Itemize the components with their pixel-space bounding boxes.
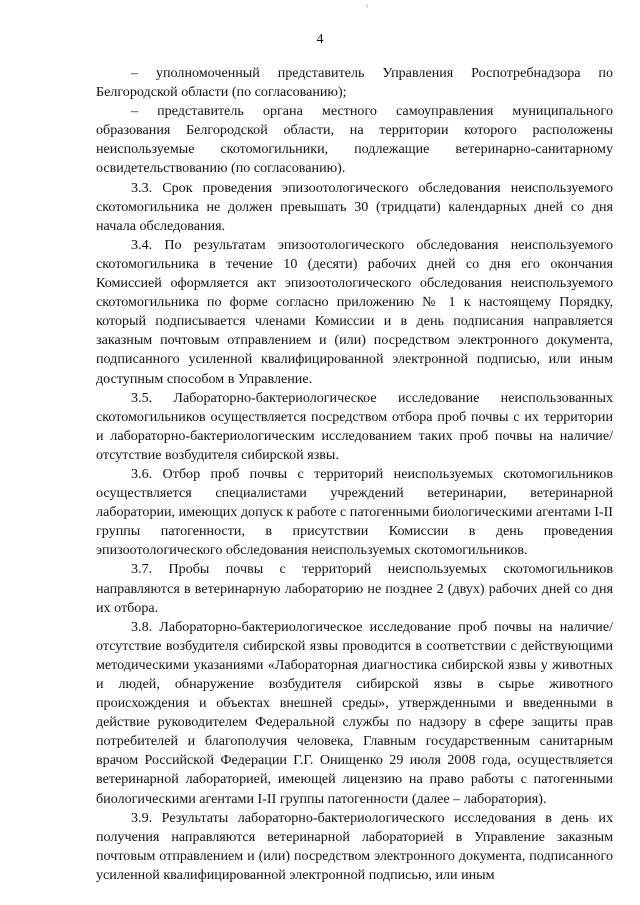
paragraph-3-8: 3.8. Лабораторно-бактериологическое исследование проб почвы на наличие/отсутствие возбудителя сибирской язвы проводится в соответствии с действующими методическими указаниями «Лабораторная диагностика сибирской язвы у животных и людей, обнаружение возбудителя сибирской язвы в сырье животного происхождения и объектах внешней среды», утвержденными и введенными в действие руководителем Федеральной службы по надзору в сфере защиты прав потребителей и благополучия человека, Главным государственным санитарным врачом Российской Федерации Г.Г. Онищенко 29 июля 2008 года, осуществляется ветеринарной лабораторией, имеющей лицензию на право работы с патогенными биологическими агентами I-II группы патогенности (далее – лаборатория). [96, 618, 613, 807]
paragraph-3-5: 3.5. Лабораторно-бактериологическое исследование неиспользованных скотомогильников осуществляется посредством отбора проб почвы с их территории и лабораторно-бактериологическим исследованием таких проб почвы на наличие/отсутствие возбудителя сибирской язвы. [96, 389, 613, 463]
paragraph-3-4: 3.4. По результатам эпизоотологического обследования неиспользуемого скотомогильника в течение 10 (десяти) рабочих дней со дня его окончания Комиссией оформляется акт эпизоотологического обследования неиспользуемого скотомогильника по форме согласно приложению № 1 к настоящему Порядку, который подписывается членами Комиссии и в день подписания направляется заказным почтовым отправлением и (или) посредством электронного документа, подписанного усиленной квалифицированной электронной подписью, или иным доступным способом в Управление. [96, 236, 613, 387]
paragraph-3-7: 3.7. Пробы почвы с территорий неиспользуемых скотомогильников направляются в ветеринарную лабораторию не позднее 2 (двух) рабочих дней со дня их отбора. [96, 561, 613, 616]
document-body [96, 64, 613, 885]
page-number: 4 [316, 32, 324, 47]
paragraph-3-3: 3.3. Срок проведения эпизоотологического обследования неиспользуемого скотомогильника не должен превышать 30 (тридцати) календарных дней со дня начала обследования. [96, 179, 613, 234]
paragraph-3-9: 3.9. Результаты лабораторно-бактериологического исследования в день их получения направляются ветеринарной лабораторией в Управление заказным почтовым отправлением и (или) посредством электронного документа, подписанного усиленной квалифицированной электронной подписью, или иным [96, 809, 613, 883]
paragraph-3-6: 3.6. Отбор проб почвы с территорий неиспользуемых скотомогильников осуществляется специалистами учреждений ветеринарии, ветеринарной лаборатории, имеющих допуск к работе с патогенными биологическими агентами I-II группы патогенности, в присутствии Комиссии в день проведения эпизоотологического обследования неиспользуемых скотомогильников. [96, 465, 613, 559]
paragraph-representative-rospotrebnadzor: – уполномоченный представитель Управления Роспотребнадзора по Белгородской области (по согласованию); [96, 65, 613, 101]
paragraph-representative-local-government: – представитель органа местного самоуправления муниципального образования Белгородской области, на территории которого расположены неиспользуемые скотомогильники, подлежащие ветеринарно-санитарному освидетельствованию (по согласованию). [96, 103, 613, 177]
scan-mark: ˢ [366, 2, 369, 13]
